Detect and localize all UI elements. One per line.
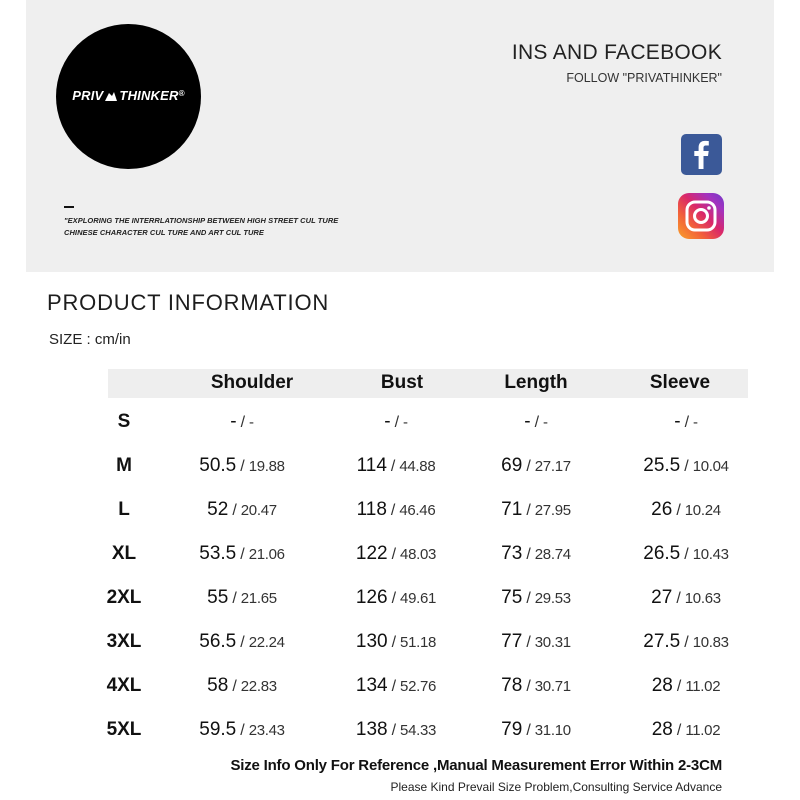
cell-bust xyxy=(316,675,476,697)
unit-separator: / xyxy=(240,634,245,651)
unit-separator: / xyxy=(526,634,531,651)
cm-value: - xyxy=(230,411,237,432)
inch-value: 22.83 xyxy=(240,678,277,695)
inch-value: 10.24 xyxy=(684,502,721,519)
column-header-sleeve: Sleeve xyxy=(649,372,711,393)
inch-value: 11.02 xyxy=(685,722,721,739)
column-header-length: Length xyxy=(504,372,568,393)
cell-bust xyxy=(316,411,476,433)
facebook-icon[interactable] xyxy=(681,134,722,175)
cell-length xyxy=(456,719,616,741)
unit-separator: / xyxy=(526,546,531,563)
cm-value: 126 xyxy=(355,587,388,608)
cm-value: 25.5 xyxy=(643,455,681,476)
cm-value: 53.5 xyxy=(199,543,237,564)
inch-value: 21.65 xyxy=(240,590,277,607)
cell-length xyxy=(456,587,616,609)
logo-right: THINKER xyxy=(119,88,179,103)
cm-value: 50.5 xyxy=(199,455,237,476)
cell-bust xyxy=(316,719,476,741)
column-header-shoulder: Shoulder xyxy=(210,372,294,393)
unit-separator: / xyxy=(391,634,397,651)
cell-shoulder xyxy=(162,411,322,433)
cell-sleeve xyxy=(606,455,766,477)
cm-value: - xyxy=(384,411,391,432)
cell-sleeve xyxy=(606,719,766,741)
unit-separator: / xyxy=(526,590,531,607)
unit-separator: / xyxy=(526,458,531,475)
inch-value: - xyxy=(543,414,548,431)
unit-separator: / xyxy=(391,546,397,563)
inch-value: - xyxy=(693,414,698,431)
cm-value: 28 xyxy=(651,675,673,696)
tagline-line-2: CHINESE CHARACTER CUL TURE AND ART CUL TURE xyxy=(64,228,264,237)
cm-value: 69 xyxy=(501,455,523,476)
inch-value: 29.53 xyxy=(534,590,571,607)
cell-bust xyxy=(316,455,476,477)
unit-separator: / xyxy=(232,502,237,519)
unit-separator: / xyxy=(684,458,689,475)
cm-value: - xyxy=(674,411,681,432)
cell-length xyxy=(456,543,616,565)
inch-value: 49.61 xyxy=(400,590,437,607)
size-label: XL xyxy=(111,543,137,564)
brand-tagline xyxy=(64,215,338,239)
instagram-icon[interactable] xyxy=(678,193,724,239)
inch-value: 28.74 xyxy=(534,546,571,563)
inch-value: 22.24 xyxy=(248,634,285,651)
inch-value: 51.18 xyxy=(400,634,437,651)
unit-separator: / xyxy=(684,414,690,431)
unit-separator: / xyxy=(391,722,397,739)
inch-value: 10.04 xyxy=(692,458,729,475)
table-row xyxy=(0,543,800,587)
inch-value: 21.06 xyxy=(248,546,285,563)
inch-value: - xyxy=(249,414,254,431)
size-label: 4XL xyxy=(106,675,142,696)
cm-value: 134 xyxy=(355,675,388,696)
inch-value: 30.71 xyxy=(534,678,571,695)
cm-value: 138 xyxy=(355,719,388,740)
table-row xyxy=(0,587,800,631)
unit-separator: / xyxy=(240,546,245,563)
cell-length xyxy=(456,675,616,697)
inch-value: 44.88 xyxy=(399,458,436,475)
table-row xyxy=(0,455,800,499)
inch-value: 10.63 xyxy=(684,590,721,607)
inch-value: 27.95 xyxy=(534,502,571,519)
cell-sleeve xyxy=(606,675,766,697)
cell-bust xyxy=(316,499,476,521)
cm-value: 77 xyxy=(501,631,523,652)
size-label: 2XL xyxy=(106,587,142,608)
cm-value: - xyxy=(524,411,531,432)
unit-separator: / xyxy=(391,678,397,695)
inch-value: 27.17 xyxy=(534,458,571,475)
cm-value: 130 xyxy=(355,631,388,652)
social-title: INS AND FACEBOOK xyxy=(511,41,722,64)
inch-value: 19.88 xyxy=(248,458,285,475)
unit-separator: / xyxy=(676,590,681,607)
cm-value: 122 xyxy=(355,543,388,564)
brand-banner xyxy=(26,0,774,272)
product-info-title: PRODUCT INFORMATION xyxy=(47,290,330,315)
cm-value: 75 xyxy=(501,587,523,608)
unit-separator: / xyxy=(684,546,689,563)
inch-value: 10.83 xyxy=(692,634,729,651)
unit-separator: / xyxy=(240,458,245,475)
logo-left: PRIV xyxy=(72,88,104,103)
cm-value: 78 xyxy=(501,675,523,696)
unit-separator: / xyxy=(526,502,531,519)
cm-value: 79 xyxy=(501,719,523,740)
inch-value: 52.76 xyxy=(400,678,437,695)
unit-separator: / xyxy=(676,678,682,695)
cm-value: 26 xyxy=(651,499,673,520)
inch-value: 20.47 xyxy=(240,502,277,519)
cell-shoulder xyxy=(162,455,322,477)
size-note: Size Info Only For Reference ,Manual Measurement Error Within 2-3CM xyxy=(230,757,722,774)
unit-separator: / xyxy=(232,678,237,695)
cm-value: 56.5 xyxy=(199,631,237,652)
cm-value: 114 xyxy=(356,455,387,476)
inch-value: 46.46 xyxy=(399,502,436,519)
cm-value: 59.5 xyxy=(199,719,237,740)
unit-separator: / xyxy=(676,502,681,519)
divider-dash xyxy=(64,206,74,208)
social-follow-text: FOLLOW "PRIVATHINKER" xyxy=(566,71,722,85)
cell-shoulder xyxy=(162,675,322,697)
cell-bust xyxy=(316,631,476,653)
cm-value: 58 xyxy=(207,675,229,696)
unit-separator: / xyxy=(390,458,396,475)
cm-value: 27.5 xyxy=(643,631,681,652)
cell-length xyxy=(456,499,616,521)
inch-value: 30.31 xyxy=(534,634,571,651)
size-label: 3XL xyxy=(106,631,142,652)
cm-value: 55 xyxy=(207,587,229,608)
size-label: S xyxy=(117,411,131,432)
size-disclaimer: Please Kind Prevail Size Problem,Consulting Service Advance xyxy=(390,780,722,794)
cell-shoulder xyxy=(162,719,322,741)
logo-text xyxy=(56,88,201,103)
size-unit-label: SIZE : cm/in xyxy=(49,331,131,348)
registered-mark: ® xyxy=(178,89,185,98)
cell-sleeve xyxy=(606,543,766,565)
inch-value: 31.10 xyxy=(534,722,571,739)
cell-sleeve xyxy=(606,411,766,433)
table-row xyxy=(0,499,800,543)
inch-value: 23.43 xyxy=(248,722,285,739)
table-row xyxy=(0,411,800,455)
unit-separator: / xyxy=(240,414,246,431)
unit-separator: / xyxy=(526,678,531,695)
size-label: 5XL xyxy=(106,719,142,740)
inch-value: - xyxy=(403,414,408,431)
cell-shoulder xyxy=(162,587,322,609)
brand-logo xyxy=(56,24,201,169)
cell-bust xyxy=(316,587,476,609)
inch-value: 48.03 xyxy=(400,546,437,563)
unit-separator: / xyxy=(390,502,396,519)
unit-separator: / xyxy=(534,414,540,431)
unit-separator: / xyxy=(240,722,245,739)
cell-length xyxy=(456,455,616,477)
unit-separator: / xyxy=(394,414,400,431)
unit-separator: / xyxy=(676,722,682,739)
table-row xyxy=(0,631,800,675)
unit-separator: / xyxy=(526,722,531,739)
cm-value: 118 xyxy=(356,499,387,520)
cm-value: 71 xyxy=(501,499,523,520)
cm-value: 73 xyxy=(501,543,523,564)
unit-separator: / xyxy=(684,634,689,651)
cell-length xyxy=(456,411,616,433)
cell-sleeve xyxy=(606,587,766,609)
table-row xyxy=(0,675,800,719)
inch-value: 10.43 xyxy=(692,546,729,563)
cell-sleeve xyxy=(606,631,766,653)
cell-shoulder xyxy=(162,543,322,565)
tagline-line-1: "EXPLORING THE INTERRLATIONSHIP BETWEEN HIGH STREET CUL TURE xyxy=(64,216,339,225)
cell-shoulder xyxy=(162,499,322,521)
column-header-bust: Bust xyxy=(380,372,424,393)
cell-bust xyxy=(316,543,476,565)
logo-mark-icon xyxy=(104,91,118,101)
size-label: M xyxy=(116,455,132,476)
unit-separator: / xyxy=(391,590,397,607)
cell-shoulder xyxy=(162,631,322,653)
cm-value: 52 xyxy=(207,499,229,520)
cm-value: 26.5 xyxy=(643,543,681,564)
unit-separator: / xyxy=(232,590,237,607)
cm-value: 27 xyxy=(651,587,673,608)
inch-value: 54.33 xyxy=(400,722,437,739)
cm-value: 28 xyxy=(651,719,673,740)
size-label: L xyxy=(118,499,130,520)
cell-length xyxy=(456,631,616,653)
inch-value: 11.02 xyxy=(685,678,721,695)
cell-sleeve xyxy=(606,499,766,521)
